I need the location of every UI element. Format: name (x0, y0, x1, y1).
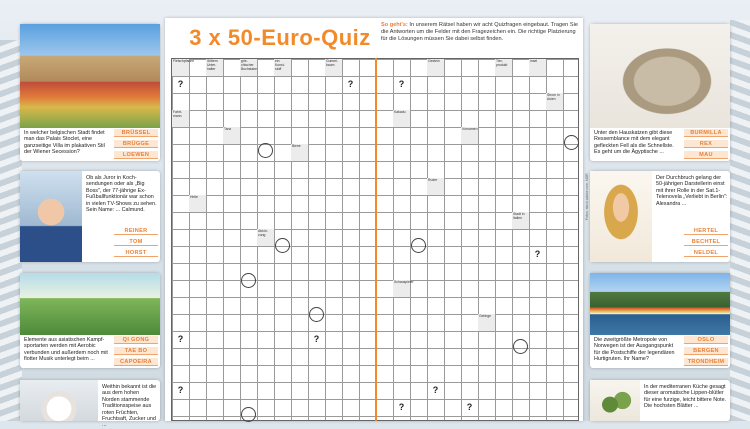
crossword-puzzle (165, 18, 583, 421)
answer-option[interactable]: QI GONG (114, 336, 158, 344)
question-mark-cell[interactable]: ? (313, 334, 320, 344)
clue-cell: grie-chischer Buchstabe (240, 59, 257, 76)
grid-center-divider (375, 58, 377, 421)
answer-option[interactable]: CAPOEIRA (114, 358, 158, 366)
photo-kickboxing-woman (20, 273, 160, 335)
photo-spotted-cat (590, 24, 730, 128)
answer-option[interactable]: HORST (114, 249, 158, 257)
quiz-card-calmund (20, 171, 160, 262)
question-mark-cell[interactable]: ? (177, 79, 184, 89)
clue-cell: Vornamen (461, 127, 478, 144)
solution-circle[interactable] (275, 238, 290, 253)
photo-dessert-bowl (20, 380, 98, 421)
answer-option[interactable]: TOM (114, 238, 158, 246)
question-mark-cell[interactable]: ? (177, 385, 184, 395)
question-mark-cell[interactable]: ? (432, 385, 439, 395)
photo-blonde-woman (590, 171, 652, 262)
quiz-card-cat (590, 24, 730, 161)
answer-option[interactable]: REX (684, 140, 728, 148)
question-mark-cell[interactable]: ? (347, 79, 354, 89)
solution-circle[interactable] (241, 273, 256, 288)
clue-cell: Ruder (427, 178, 444, 195)
answer-option[interactable]: TAE BO (114, 347, 158, 355)
answer-option[interactable]: BRÜSSEL (114, 129, 158, 137)
photo-credit: Fotos: stock.adobe.com, NDR (585, 173, 589, 220)
question-mark-cell[interactable]: ? (534, 249, 541, 259)
question-mark-cell[interactable]: ? (398, 79, 405, 89)
answer-option[interactable]: NELDEL (684, 249, 728, 257)
clue-cell: Gestein (427, 59, 444, 76)
clue-cell: Strom in Asien (546, 93, 563, 110)
quiz-question: Ob als Juror in Koch-sendungen oder als „Big Boss", der 77-jährige Ex-Fußballfunktionär war schon in vielen TV-Shows zu sehen. Sein Name: ... Calmund. (86, 175, 157, 214)
quiz-card-bergen (590, 273, 730, 368)
photo-herb-leaves (590, 380, 640, 421)
clue-cell: Hirtle (189, 195, 206, 212)
clue-cell: Tier-produkt (495, 59, 512, 76)
answer-option[interactable]: BERGEN (684, 347, 728, 355)
solution-circle[interactable] (513, 339, 528, 354)
quiz-card-herb (590, 380, 730, 421)
howto-text: In unserem Rätsel haben wir acht Quizfragen eingebaut. Tragen Sie die Antworten um die Felder mit den Fragezeichen ein. Die richtige Platzierung für die Lösungen müssen Sie dabei selbst finden. (381, 22, 578, 42)
answer-option[interactable]: TRONDHEIM (684, 358, 728, 366)
quiz-question: In der mediterranen Küche gesagt dieser aromatische Lippen-blütler für eine furzige, leicht bittere Note. Die hochsten Blätter ... (644, 384, 727, 410)
clue-cell: Biene (291, 144, 308, 161)
photo-bergen-harbor (590, 273, 730, 335)
answer-option[interactable]: MAU (684, 151, 728, 159)
puzzle-title: 3 x 50-Euro-Quiz (189, 25, 371, 50)
answer-option[interactable]: BRÜGGE (114, 140, 158, 148)
clue-cell: Schauspieler (393, 280, 410, 297)
clue-cell: Tanz (223, 127, 240, 144)
clue-cell: Fahrt-mann (172, 110, 189, 127)
snowy-tree-left (0, 40, 22, 421)
howto-instructions (381, 22, 581, 42)
question-mark-cell[interactable]: ? (466, 402, 473, 412)
clue-cell: Stiftern Unter-halter (206, 59, 223, 76)
clue-cell: Abkür-zung (257, 229, 274, 246)
howto-lead: So geht's: (381, 22, 408, 28)
quiz-card-actress (590, 171, 730, 262)
quiz-question: Elemente aus asiatischen Kampf-sportarten werden mit Aerobic verbunden und außerdem noch mit flotter Musik unterlegt beim ... (24, 337, 108, 363)
photo-man-glasses (20, 171, 82, 262)
clue-cell: Kakadu (393, 110, 410, 127)
snowy-tree-right (730, 20, 750, 421)
clue-cell: ein Kunst-stoff (274, 59, 291, 76)
solution-circle[interactable] (309, 307, 324, 322)
solution-circle[interactable] (241, 407, 256, 422)
answer-option[interactable]: OSLO (684, 336, 728, 344)
quiz-question: Der Durchbruch gelang der 50-jährigen Darstellerin einst mit ihrer Rolle in der Sat.1-Telenovela „Verliebt in Berlin": Alexandra ... (656, 175, 728, 207)
solution-circle[interactable] (258, 143, 273, 158)
answer-option[interactable]: HERTEL (684, 227, 728, 235)
photo-brussels-flower-carpet (20, 24, 160, 128)
clue-cell: Gummi-baum (325, 59, 342, 76)
quiz-card-brussels (20, 24, 160, 161)
clue-cell: Gebirge (478, 314, 495, 331)
quiz-question: Die zweitgrößte Metropole von Norwegen ist der Ausgangspunkt für die Postschiffe der legendären Hurtigruten. Ihr Name? (594, 337, 675, 363)
answer-option[interactable]: BECHTEL (684, 238, 728, 246)
answer-option[interactable]: BURMILLA (684, 129, 728, 137)
question-mark-cell[interactable]: ? (177, 334, 184, 344)
question-mark-cell[interactable]: ? (398, 402, 405, 412)
quiz-question: Unter den Hauskatzen gibt diese Ressemblance mit dem elegant gefleckten Fell als die Schnellste. Es geht um die Ägyptische ... (594, 130, 674, 156)
answer-option[interactable]: LOEWEN (114, 151, 158, 159)
solution-circle[interactable] (411, 238, 426, 253)
quiz-card-dessert (20, 380, 160, 429)
clue-cell: Fleischpfanne (172, 59, 189, 76)
clue-cell: Insel (529, 59, 546, 76)
quiz-card-sport (20, 273, 160, 368)
solution-circle[interactable] (564, 135, 579, 150)
answer-option[interactable]: REINER (114, 227, 158, 235)
quiz-question: Weithin bekannt ist die aus dem hohen Norden stammende Traditionsspeise aus roten Früchten, Fruchtsaft, Zucker und ... (102, 384, 157, 429)
clue-cell: Stadt in Italien (512, 212, 529, 229)
quiz-question: In welcher belgischen Stadt findet man das Palais Stoclet, eine ganzseitige Villa im plakativen Stil der Wiener Secession? (24, 130, 105, 156)
